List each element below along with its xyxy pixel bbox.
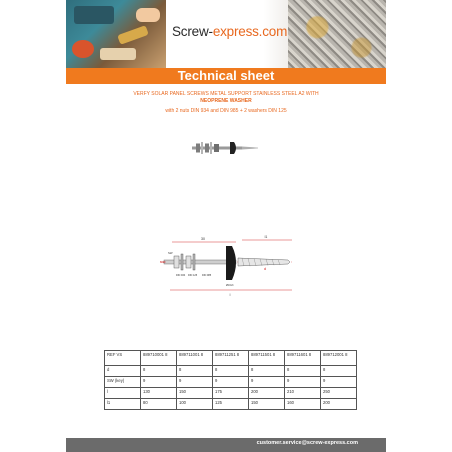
brand-name-prefix: Screw- <box>172 24 213 39</box>
brand-logo[interactable] <box>172 24 287 39</box>
table-cell: 100 <box>177 399 213 410</box>
table-header-cell: 889711251 8 <box>213 351 249 366</box>
table-header-cell: 889711501 8 <box>249 351 285 366</box>
label-d: d <box>264 267 266 271</box>
table-cell: 9 <box>321 377 357 388</box>
table-cell: 160 <box>285 399 321 410</box>
description-line-2: NEOPRENE WASHER <box>200 98 252 104</box>
label-din934: DIN 934 <box>176 274 186 277</box>
table-cell: 8 <box>321 366 357 377</box>
table-cell: 210 <box>285 388 321 399</box>
dimension-l1: l1 <box>264 235 268 239</box>
table-header-cell: 889712001 8 <box>321 351 357 366</box>
table-cell: SW (key) <box>105 377 141 388</box>
spec-table <box>104 350 357 410</box>
table-cell: 150 <box>249 399 285 410</box>
dimension-l: l <box>229 293 231 297</box>
table-cell: 8 <box>285 366 321 377</box>
header-banner <box>66 0 386 68</box>
workshop-photo <box>66 0 166 68</box>
table-cell: 80 <box>141 399 177 410</box>
table-cell: 8 <box>177 366 213 377</box>
label-sw: SW <box>168 251 173 255</box>
table-header-cell: 889710001 8 <box>141 351 177 366</box>
product-image <box>190 140 262 156</box>
table-cell: 9 <box>177 377 213 388</box>
footer-bar <box>66 438 386 452</box>
table-header-cell: 889711001 8 <box>177 351 213 366</box>
brand-panel <box>166 0 288 68</box>
label-din125: DIN 125 <box>188 274 198 277</box>
table-cell: 8 <box>213 366 249 377</box>
table-row <box>105 377 357 388</box>
brand-name-suffix: express.com <box>212 24 288 39</box>
table-row <box>105 399 357 410</box>
table-cell: 130 <box>141 388 177 399</box>
technical-sheet <box>66 0 386 452</box>
table-cell: l <box>105 388 141 399</box>
label-m10: M10 <box>160 260 166 264</box>
table-cell: 250 <box>321 388 357 399</box>
table-cell: 8 <box>141 366 177 377</box>
table-cell: 9 <box>285 377 321 388</box>
table-cell: 150 <box>177 388 213 399</box>
description-line-3: with 2 nuts DIN 934 and DIN 985 + 2 washers DIN 125 <box>165 108 287 114</box>
table-cell: 8 <box>249 366 285 377</box>
table-row <box>105 366 357 377</box>
table-cell: 9 <box>249 377 285 388</box>
table-header-cell: 889711601 8 <box>285 351 321 366</box>
table-cell: l1 <box>105 399 141 410</box>
technical-drawing <box>160 234 294 298</box>
table-header-row <box>105 351 357 366</box>
label-din985: DIN 985 <box>202 274 212 277</box>
description-line-1: VERFY SOLAR PANEL SCREWS METAL SUPPORT STAINLESS STEEL A2 WITH <box>133 91 319 97</box>
table-cell: 200 <box>249 388 285 399</box>
sheet-title: Technical sheet <box>177 68 275 83</box>
table-cell: 125 <box>213 399 249 410</box>
dimension-30: 30 <box>201 237 205 241</box>
table-cell: 175 <box>213 388 249 399</box>
screws-photo <box>288 0 386 68</box>
table-cell: 9 <box>213 377 249 388</box>
table-header-cell: REF VS <box>105 351 141 366</box>
table-cell: 9 <box>141 377 177 388</box>
label-neoprene: Ø16x3 <box>226 284 234 287</box>
table-row <box>105 388 357 399</box>
table-cell: 200 <box>321 399 357 410</box>
table-cell: d <box>105 366 141 377</box>
footer-email-link[interactable]: customer.service@screw-express.com <box>256 440 358 446</box>
